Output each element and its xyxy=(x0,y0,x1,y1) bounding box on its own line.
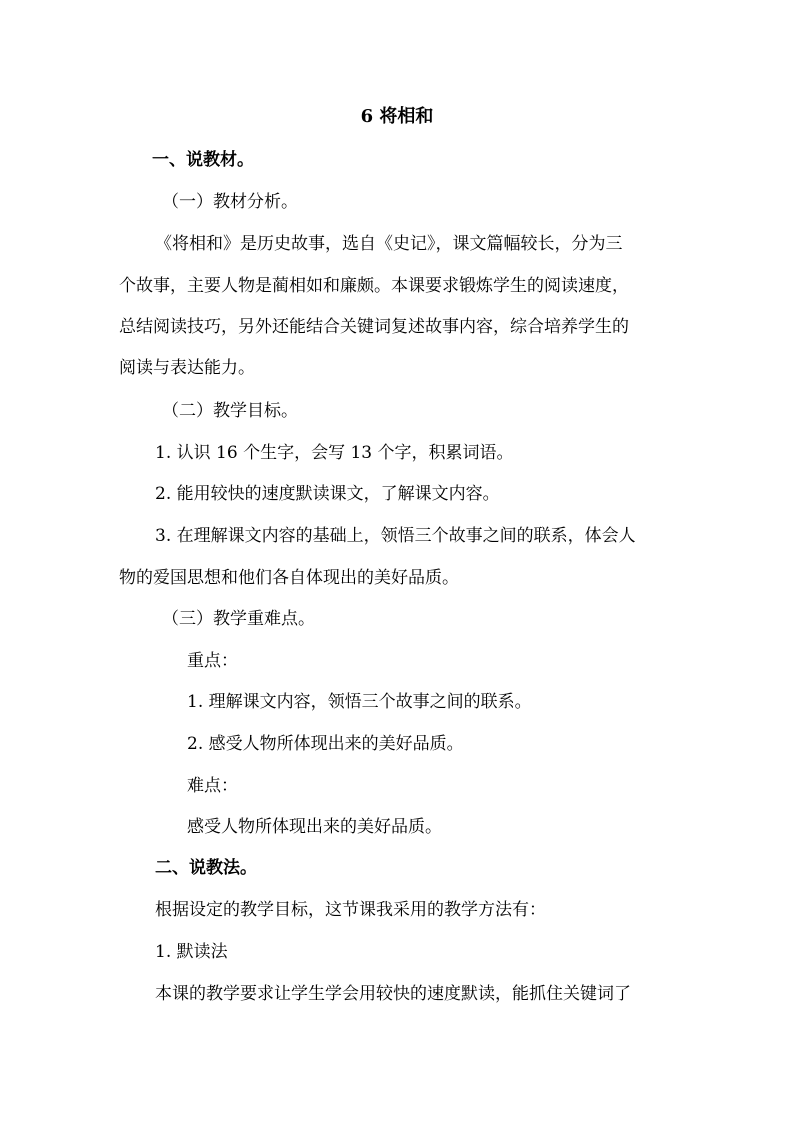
key-item: 1. 理解课文内容，领悟三个故事之间的联系。 xyxy=(187,692,532,712)
document-title: 6 将相和 xyxy=(360,106,434,127)
goal-item-continued: 物的爱国思想和他们各自体现出的美好品质。 xyxy=(119,568,459,588)
paragraph-line: 根据设定的教学目标，这节课我采用的教学方法有： xyxy=(155,900,546,920)
paragraph-line: 阅读与表达能力。 xyxy=(119,358,255,378)
goal-item: 2. 能用较快的速度默读课文，了解课文内容。 xyxy=(155,484,500,504)
key-label: 重点： xyxy=(187,651,238,671)
paragraph-line: 个故事，主要人物是蔺相如和廉颇。本课要求锻炼学生的阅读速度， xyxy=(119,276,629,296)
subheading-analysis: （一）教材分析。 xyxy=(162,192,298,212)
goal-item: 3. 在理解课文内容的基础上，领悟三个故事之间的联系，体会人 xyxy=(155,526,636,546)
paragraph-line: 本课的教学要求让学生学会用较快的速度默读，能抓住关键词了 xyxy=(155,984,631,1004)
difficult-item: 感受人物所体现出来的美好品质。 xyxy=(187,817,442,837)
method-item: 1. 默读法 xyxy=(155,942,228,962)
section-heading-teaching-method: 二、说教法。 xyxy=(155,858,257,878)
section-heading-textbook: 一、说教材。 xyxy=(152,150,254,170)
subheading-goals: （二）教学目标。 xyxy=(162,401,298,421)
key-item: 2. 感受人物所体现出来的美好品质。 xyxy=(187,734,464,754)
paragraph-line: 《将相和》是历史故事，选自《史记》，课文篇幅较长，分为三 xyxy=(155,234,623,254)
paragraph-line: 总结阅读技巧，另外还能结合关键词复述故事内容，综合培养学生的 xyxy=(119,317,629,337)
subheading-key-difficult: （三）教学重难点。 xyxy=(162,609,315,629)
difficult-label: 难点： xyxy=(187,776,238,796)
goal-item: 1. 认识 16 个生字，会写 13 个字，积累词语。 xyxy=(155,443,514,463)
